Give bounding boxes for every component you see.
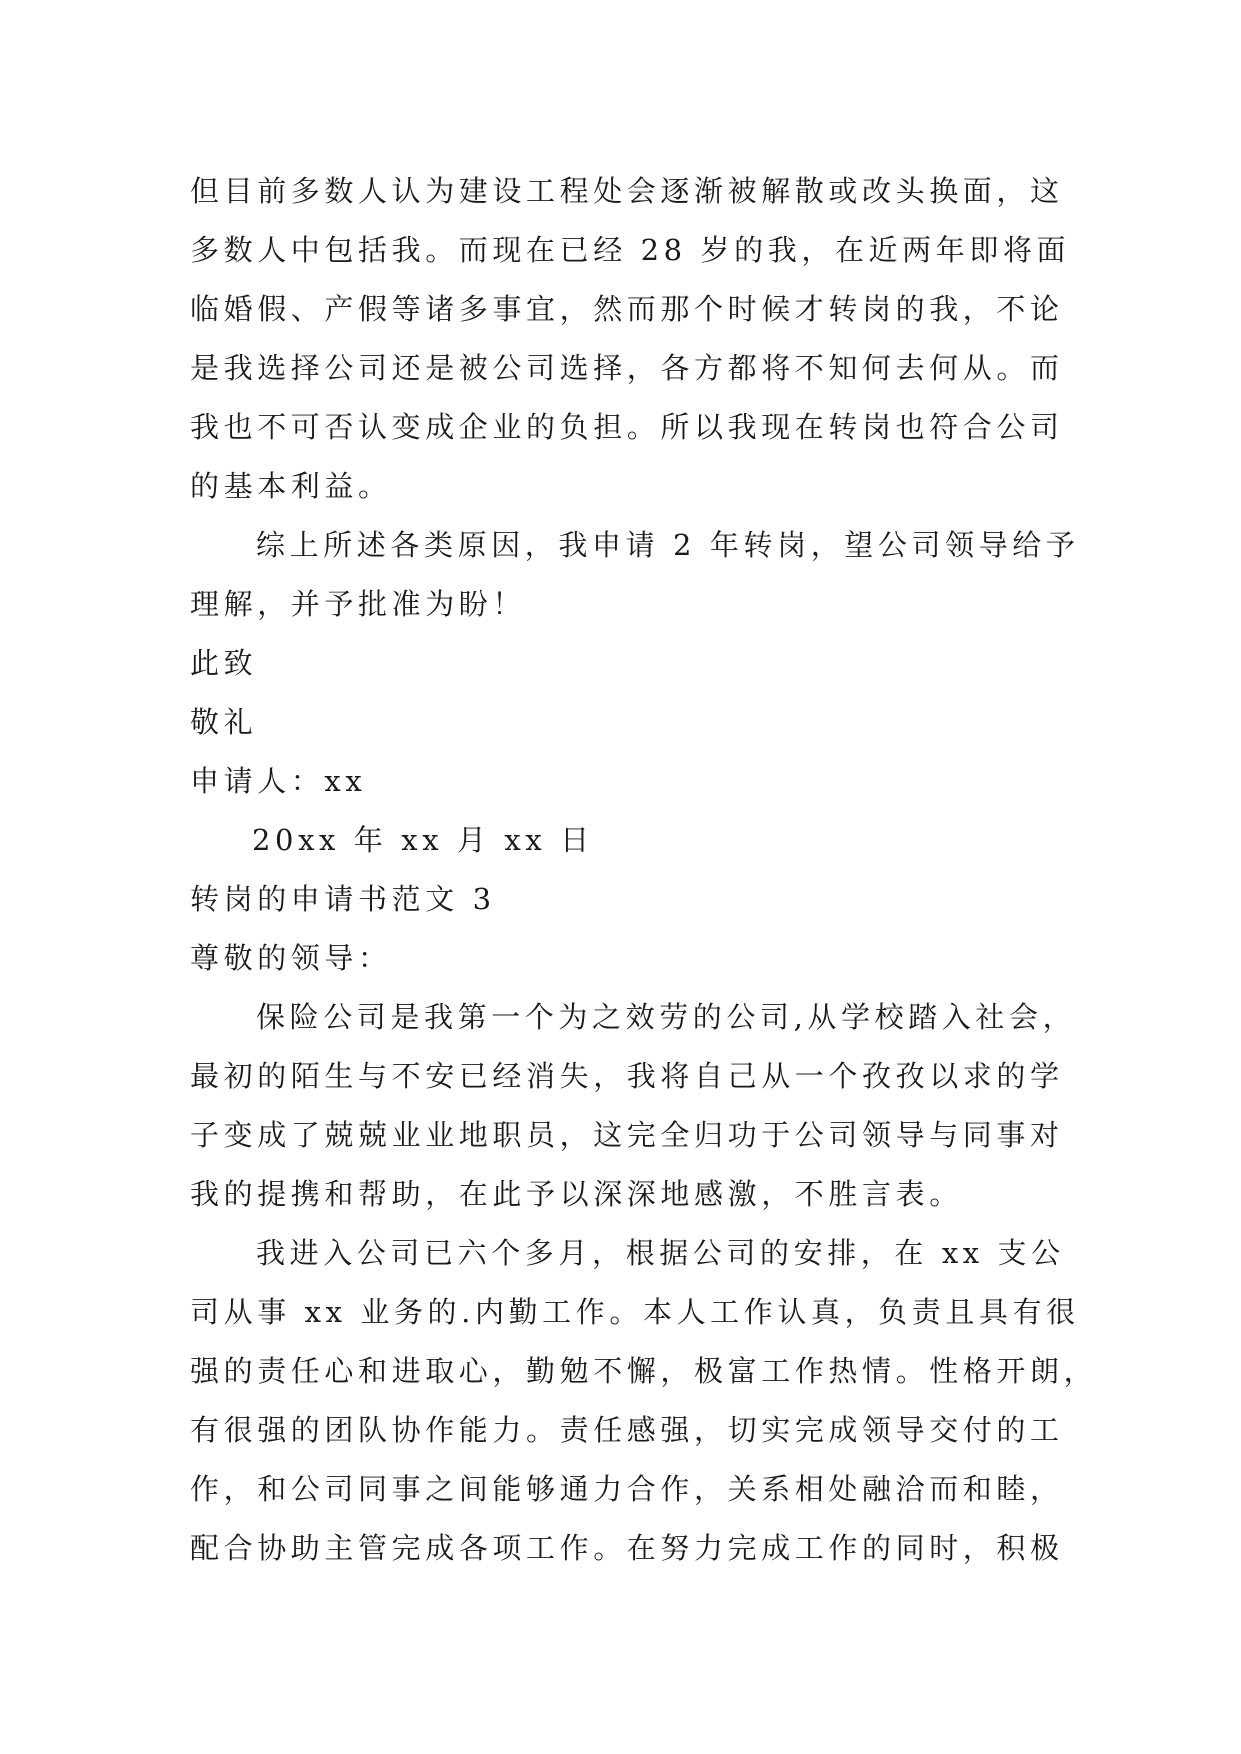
text-line: 但目前多数人认为建设工程处会逐渐被解散或改头换面，这 [190, 174, 1064, 208]
document-body [190, 162, 1098, 1578]
text-line: 我的提携和帮助，在此予以深深地感激，不胜言表。 [190, 1177, 963, 1211]
text-line: 保险公司是我第一个为之效劳的公司,从学校踏入社会， [256, 1000, 1077, 1034]
text-line: 临婚假、产假等诸多事宜，然而那个时候才转岗的我，不论 [190, 292, 1064, 326]
body-paragraph-2 [190, 1224, 1098, 1578]
text-line: 我也不可否认变成企业的负担。所以我现在转岗也符合公司 [190, 410, 1064, 444]
date-line: 20xx 年 xx 月 xx 日 [252, 823, 594, 857]
text-line: 最初的陌生与不安已经消失，我将自己从一个孜孜以求的学 [190, 1059, 1064, 1093]
text-line: 是我选择公司还是被公司选择，各方都将不知何去何从。而 [190, 351, 1064, 385]
text-line: 多数人中包括我。而现在已经 28 岁的我，在近两年即将面 [190, 233, 1071, 267]
salutation: 尊敬的领导： [190, 941, 392, 975]
paragraph-continued [190, 162, 1071, 516]
body-paragraph-1 [190, 988, 1077, 1224]
section-title: 转岗的申请书范文 3 [190, 882, 496, 916]
text-line: 的基本利益。 [190, 469, 392, 503]
text-line: 有很强的团队协作能力。责任感强，切实完成领导交付的工 [190, 1413, 1064, 1447]
text-line: 综上所述各类原因，我申请 2 年转岗，望公司领导给予 [256, 528, 1080, 562]
text-line: 司从事 xx 业务的.内勤工作。本人工作认真，负责且具有很 [190, 1295, 1080, 1329]
text-line: 理解，并予批准为盼！ [190, 587, 527, 621]
text-line: 配合协助主管完成各项工作。在努力完成工作的同时，积极 [190, 1531, 1064, 1565]
closing-regards: 敬礼 [190, 705, 258, 739]
closing-salutation: 此致 [190, 646, 258, 680]
text-line: 子变成了兢兢业业地职员，这完全归功于公司领导与同事对 [190, 1118, 1064, 1152]
applicant-signature: 申请人：xx [190, 764, 367, 798]
text-line: 我进入公司已六个多月，根据公司的安排，在 xx 支公 [256, 1236, 1065, 1270]
text-line: 强的责任心和进取心，勤勉不懈，极富工作热情。性格开朗， [190, 1354, 1098, 1388]
conclusion-paragraph [190, 516, 1080, 634]
text-line: 作，和公司同事之间能够通力合作，关系相处融洽而和睦， [190, 1472, 1064, 1506]
